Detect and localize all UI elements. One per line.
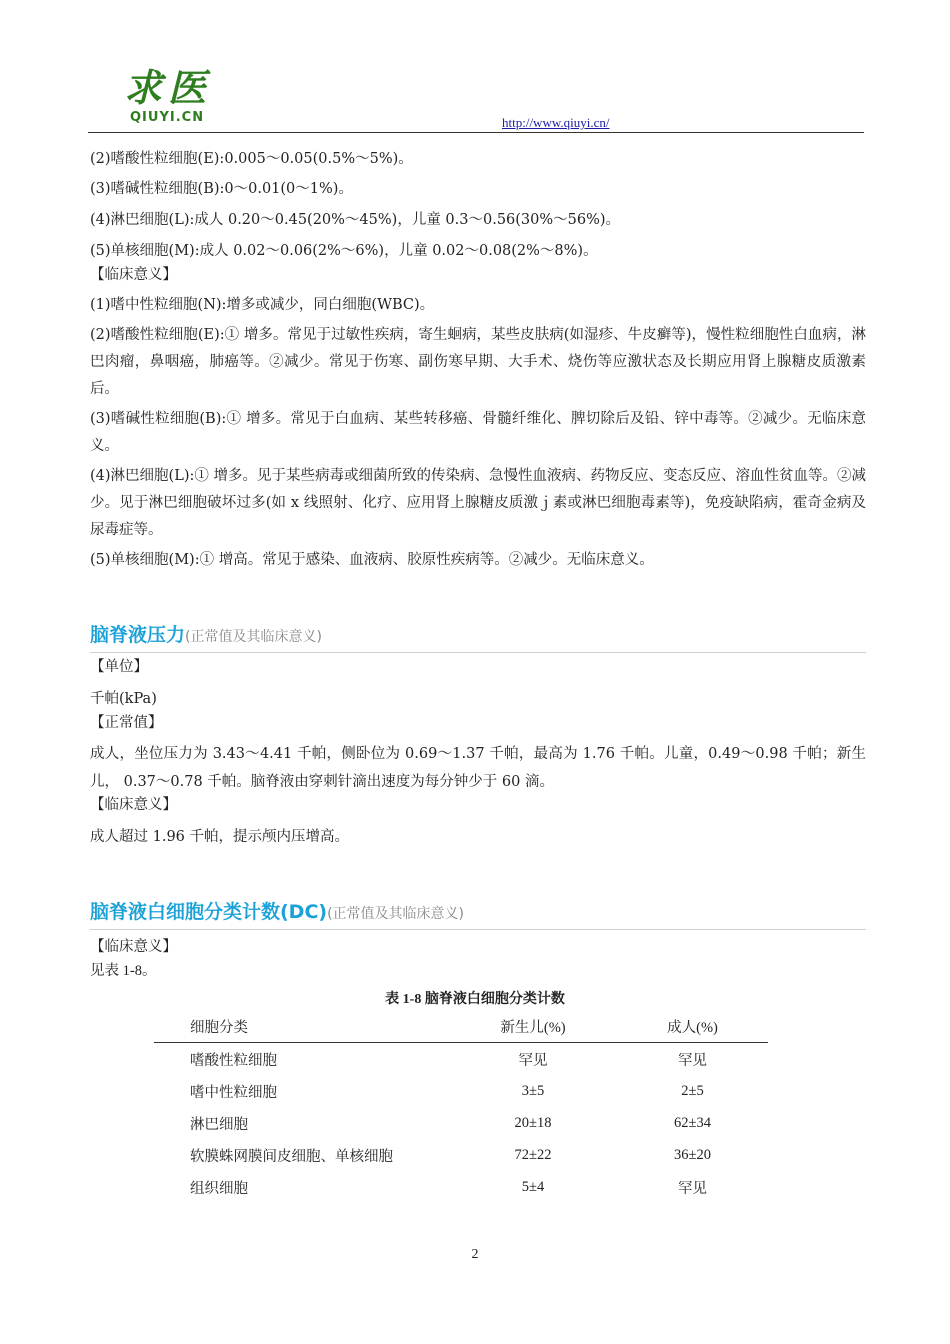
- table-cell: 嗜中性粒细胞: [190, 1084, 277, 1101]
- table-cell: 罕见: [518, 1052, 548, 1069]
- logo-english-text: QIUYI.CN: [130, 110, 205, 125]
- clinical-item: (1)嗜中性粒细胞(N):增多或减少，同白细胞(WBC)。: [90, 297, 435, 313]
- table-cell: 2±5: [681, 1082, 704, 1099]
- see-table-reference: 见表 1-8。: [90, 963, 157, 979]
- table-cell: 72±22: [514, 1146, 552, 1163]
- table-cell: 36±20: [674, 1146, 711, 1163]
- clinical-item: (5)单核细胞(M):① 增高。常见于感染、血液病、胶原性疾病等。②减少。无临床意义。: [90, 552, 654, 568]
- normal-value-line: (5)单核细胞(M):成人 0.02～0.06(2%～6%)，儿童 0.02～0.08(2%～8%)。: [90, 243, 598, 259]
- clinical-significance-text: 成人超过 1.96 千帕，提示颅内压增高。: [90, 829, 350, 845]
- clinical-significance-list: [90, 292, 866, 574]
- logo-chinese-text: 求医: [124, 65, 213, 110]
- clinical-item: (2)嗜酸性粒细胞(E):① 增多。常见于过敏性疾病，寄生蛔病，某些皮肤病(如湿疹、牛皮癣等)，慢性粒细胞性白血病，淋巴肉瘤，鼻咽癌，肺癌等。②减少。常见于伤寒、副伤寒早期、大手术、烧伤等应激状态及长期应用肾上腺糖皮质激素后。: [90, 327, 866, 397]
- section-subtitle: (正常值及其临床意义): [327, 906, 465, 922]
- table-cell: 软膜蛛网膜间皮细胞、单核细胞: [190, 1148, 393, 1165]
- clinical-significance-label: 【临床意义】: [90, 797, 177, 813]
- column-header: 细胞分类: [154, 1010, 449, 1043]
- column-header: 成人(%): [617, 1010, 768, 1043]
- table-row: [154, 1139, 768, 1171]
- section-title: 脑脊液白细胞分类计数(DC): [90, 901, 328, 923]
- table-cell: 62±34: [674, 1114, 711, 1131]
- section-heading-csf-dc: [90, 897, 866, 931]
- table-row: [154, 1171, 768, 1203]
- normal-values-continued: [90, 145, 866, 267]
- table-cell: 5±4: [521, 1178, 545, 1195]
- section-divider: [90, 929, 866, 930]
- page-number: 2: [471, 1247, 479, 1262]
- header-divider: [88, 132, 864, 133]
- table-cell: 罕见: [678, 1052, 707, 1069]
- table-row: [154, 1043, 768, 1076]
- table-cell: 20±18: [514, 1114, 552, 1131]
- normal-value-line: (4)淋巴细胞(L):成人 0.20～0.45(20%～45%)，儿童 0.3～0.56(30%～56%)。: [90, 212, 621, 228]
- table-cell: 组织细胞: [190, 1180, 248, 1197]
- table-cell: 罕见: [678, 1180, 707, 1197]
- table-caption: 表 1-8 脑脊液白细胞分类计数: [385, 992, 565, 1007]
- section-title: 脑脊液压力: [90, 624, 186, 646]
- section-divider: [90, 652, 866, 653]
- normal-value-label: 【正常值】: [90, 715, 163, 731]
- normal-value-text: 成人，坐位压力为 3.43～4.41 千帕，侧卧位为 0.69～1.37 千帕，最高为 1.76 千帕。儿童，0.49～0.98 千帕；新生儿， 0.37～0.78 千帕。脑脊液由穿刺针滴出速度为每分钟少于 60 滴。: [90, 746, 866, 790]
- unit-label: 【单位】: [90, 659, 148, 675]
- normal-value-line: (3)嗜碱性粒细胞(B):0～0.01(0～1%)。: [90, 181, 353, 197]
- table-header-row: [154, 1010, 768, 1043]
- clinical-item: (4)淋巴细胞(L):① 增多。见于某些病毒或细菌所致的传染病、急慢性血液病、药物反应、变态反应、溶血性贫血等。②减少。见于淋巴细胞破坏过多(如 x 线照射、化疗、应用肾上腺糖皮质激ｊ素或淋巴细胞毒素等)，免疫缺陷病，霍奇金病及尿毒症等。: [90, 468, 866, 538]
- site-url-link[interactable]: http://www.qiuyi.cn/: [502, 115, 610, 130]
- site-logo[interactable]: [124, 66, 234, 130]
- section-subtitle: (正常值及其临床意义): [185, 629, 322, 645]
- table-cell: 3±5: [521, 1082, 545, 1099]
- clinical-item: (3)嗜碱性粒细胞(B):① 增多。常见于白血病、某些转移癌、骨髓纤维化、脾切除后及铅、锌中毒等。②减少。无临床意义。: [90, 411, 866, 454]
- clinical-significance-label: 【临床意义】: [90, 267, 177, 283]
- clinical-significance-label: 【临床意义】: [90, 939, 177, 955]
- unit-value: 千帕(kPa): [90, 691, 157, 707]
- table-row: [154, 1075, 768, 1107]
- section-heading-csf-pressure: [90, 620, 866, 654]
- csf-dc-table: [154, 1010, 768, 1203]
- normal-value-line: (2)嗜酸性粒细胞(E):0.005～0.05(0.5%～5%)。: [90, 151, 413, 167]
- column-header: 新生儿(%): [449, 1010, 617, 1043]
- table-row: [154, 1107, 768, 1139]
- table-cell: 淋巴细胞: [190, 1116, 248, 1133]
- table-cell: 嗜酸性粒细胞: [190, 1052, 277, 1069]
